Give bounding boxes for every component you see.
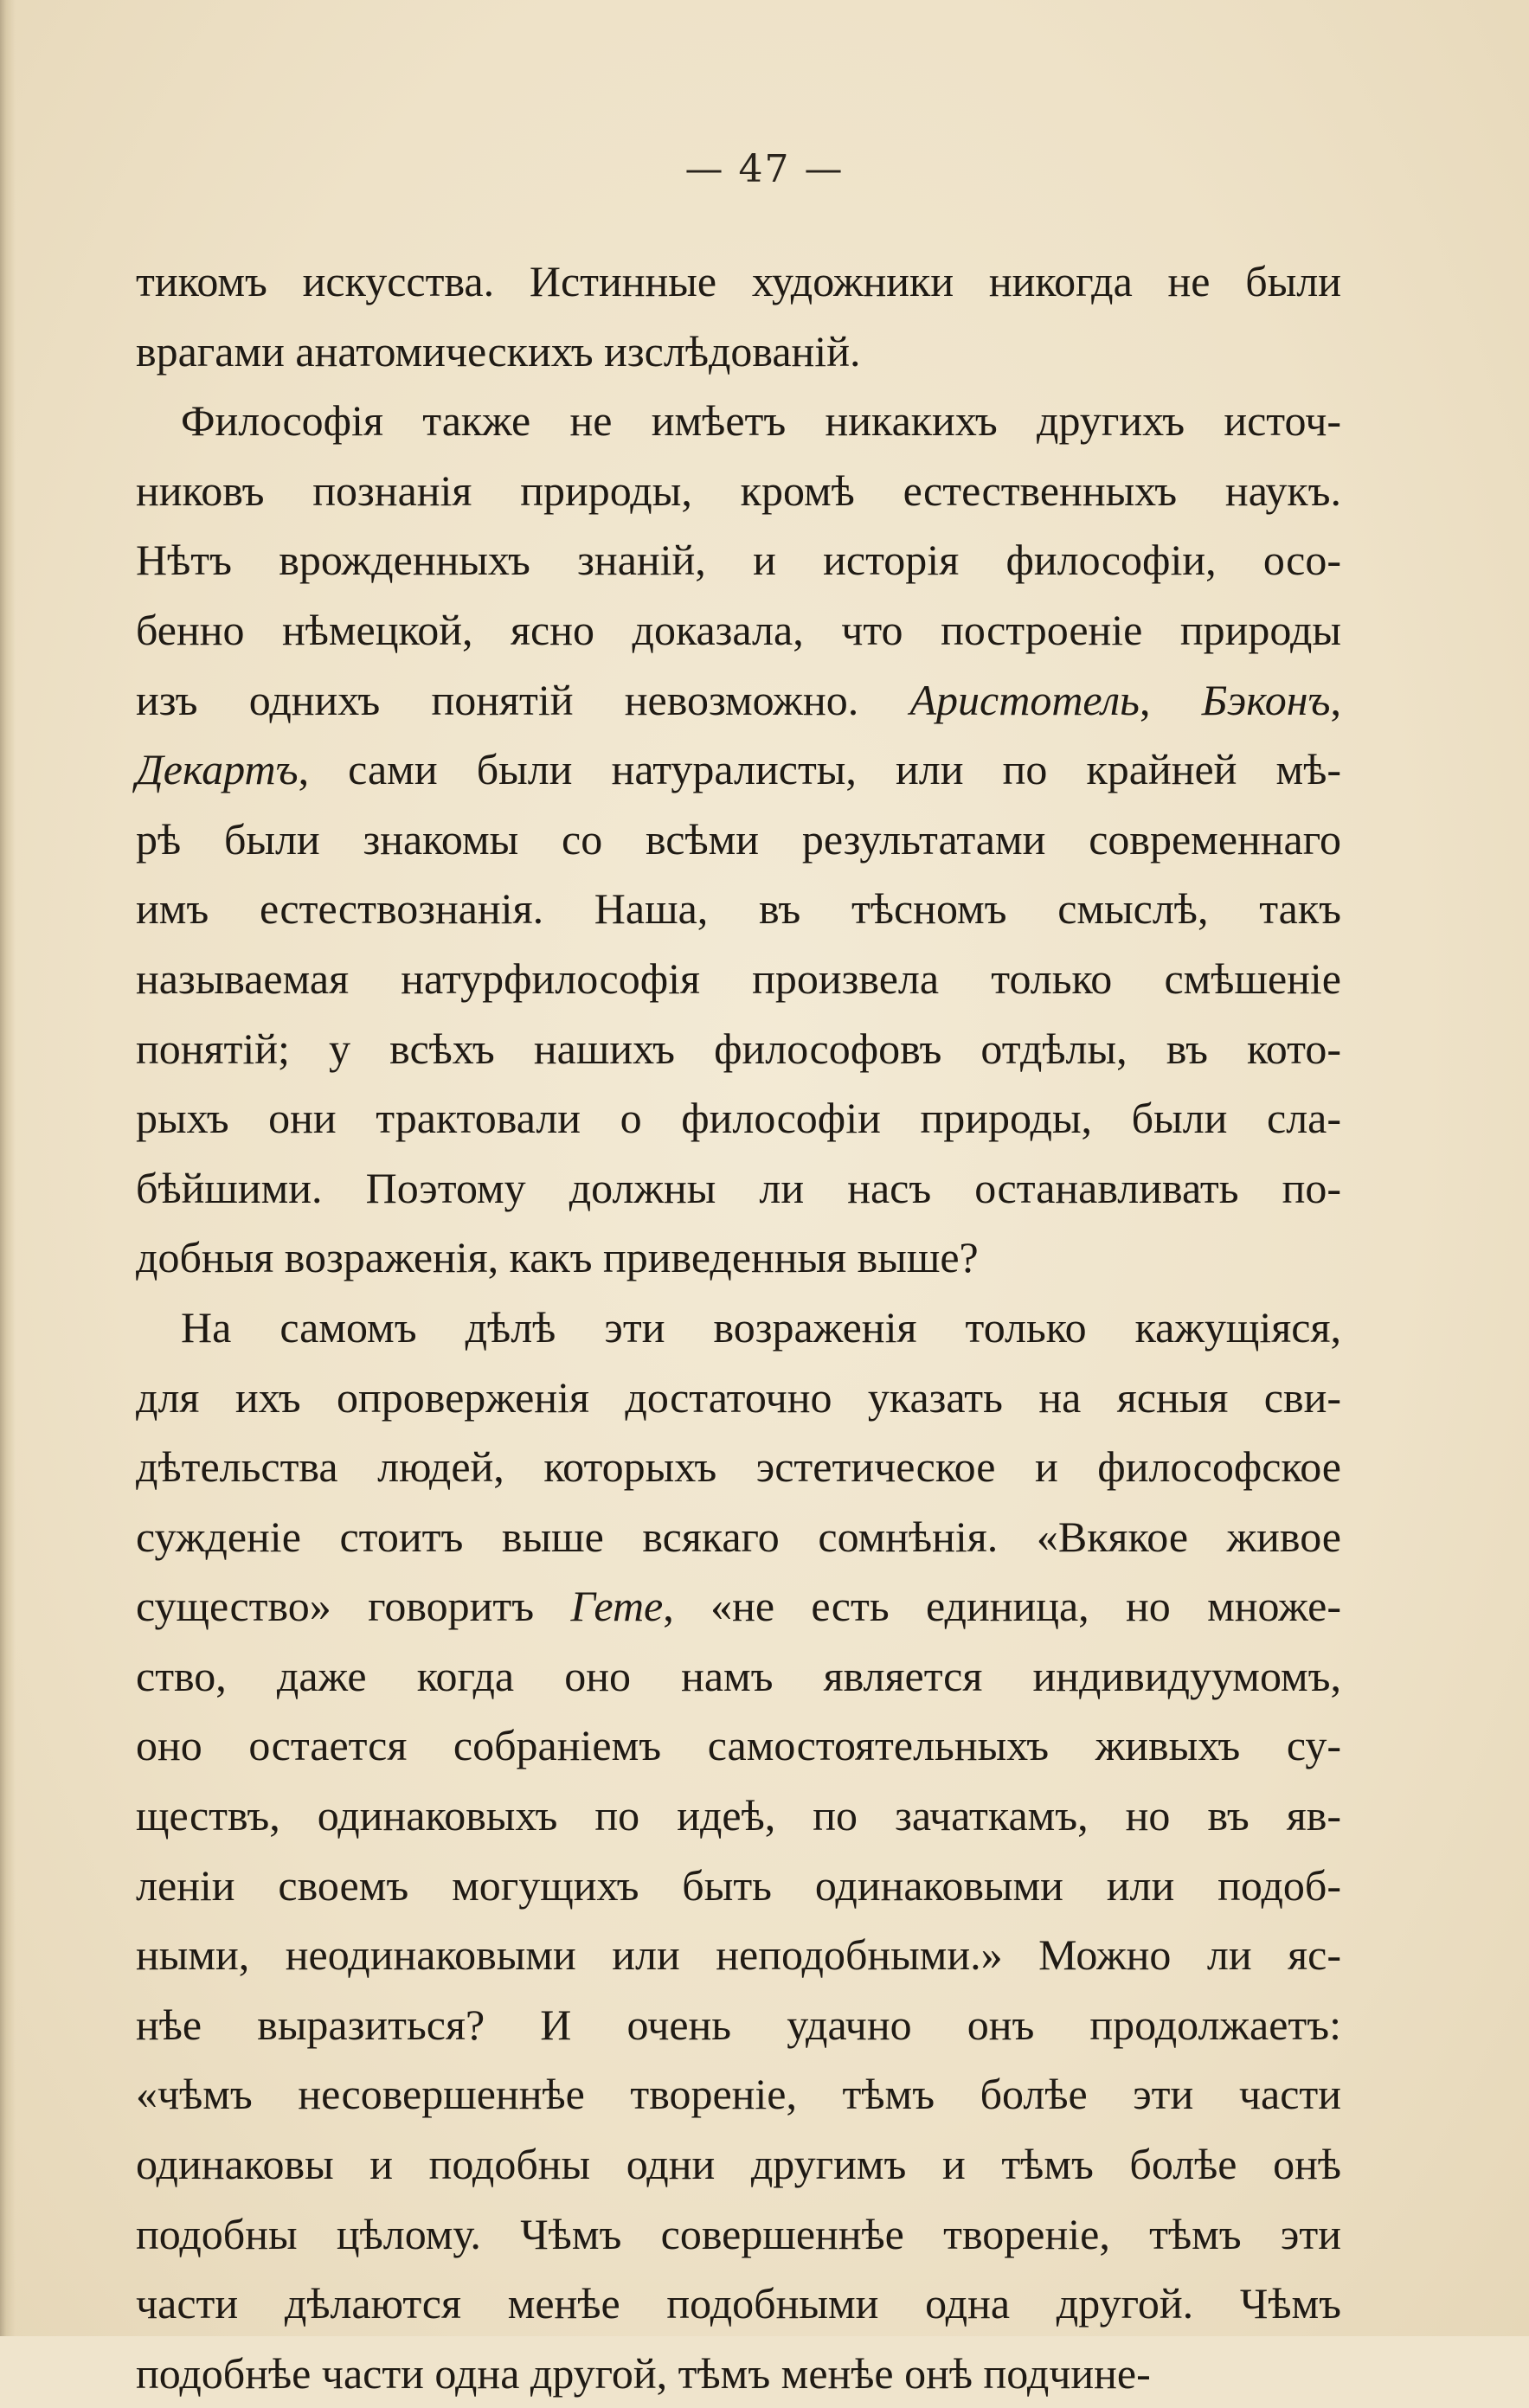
text-line — [136, 1990, 1341, 2060]
text-line — [136, 665, 1341, 735]
text-segment: ство, даже когда оно намъ является индивидуумомъ, — [136, 1651, 1341, 1700]
text-segment: ными, неодинаковыми или неподобными.» Можно ли яс- — [136, 1930, 1341, 1980]
paragraph — [136, 247, 1341, 386]
text-line — [136, 386, 1341, 456]
text-line — [136, 1014, 1341, 1084]
text-segment: рѣ были знакомы со всѣми результатами современнаго — [136, 814, 1341, 864]
text-segment: бенно нѣмецкой, ясно доказала, что построеніе природы — [136, 605, 1341, 654]
text-segment: бѣйшими. Поэтому должны ли насъ останавливать по- — [136, 1163, 1341, 1212]
text-line — [136, 525, 1341, 595]
text-segment: понятій; у всѣхъ нашихъ философовъ отдѣлы, въ кото- — [136, 1024, 1341, 1073]
text-line — [136, 874, 1341, 944]
page-body-text — [136, 247, 1341, 2408]
text-line — [136, 1781, 1341, 1851]
text-segment: существо» говоритъ — [136, 1582, 571, 1631]
text-line — [136, 1641, 1341, 1711]
text-segment: ществъ, одинаковыхъ по идеѣ, по зачаткамъ, но въ яв- — [136, 1791, 1341, 1840]
text-line — [136, 595, 1341, 665]
text-line — [136, 1502, 1341, 1572]
text-segment: называемая натурфилософія произвела только смѣшеніе — [136, 954, 1341, 1003]
text-segment: подобны цѣлому. Чѣмъ совершеннѣе твореніе, тѣмъ эти — [136, 2209, 1341, 2258]
text-line — [136, 735, 1341, 805]
text-segment: добныя возраженія, какъ приведенныя выше? — [136, 1233, 979, 1282]
text-line — [136, 2339, 1341, 2408]
text-segment: для ихъ опроверженія достаточно указать на ясныя сви- — [136, 1372, 1341, 1422]
text-segment: рыхъ они трактовали о философіи природы, были сла- — [136, 1094, 1341, 1143]
text-segment: «чѣмъ несовершеннѣе твореніе, тѣмъ болѣе эти части — [136, 2070, 1341, 2119]
text-segment: сужденіе стоитъ выше всякаго сомнѣнія. «Вкякое живое — [136, 1512, 1341, 1561]
italic-name: Аристотель — [909, 675, 1140, 724]
text-line — [136, 1920, 1341, 1990]
page-number: — 47 — — [684, 147, 845, 191]
page-spine-shadow — [0, 0, 16, 2336]
paragraph — [136, 386, 1341, 1293]
text-line — [136, 1153, 1341, 1223]
text-line — [136, 247, 1341, 317]
text-line — [136, 1293, 1341, 1363]
text-segment: изъ однихъ понятій невозможно. — [136, 675, 910, 724]
text-line — [136, 2059, 1341, 2129]
text-segment: , «не есть единица, но множе- — [663, 1582, 1341, 1631]
text-segment: Нѣтъ врожденныхъ знаній, и исторія философіи, осо- — [136, 536, 1341, 585]
text-line — [136, 1223, 1341, 1293]
text-line — [136, 456, 1341, 526]
text-line — [136, 1571, 1341, 1641]
text-segment: никовъ познанія природы, кромѣ естественныхъ наукъ. — [136, 466, 1341, 515]
paragraph — [136, 1293, 1341, 2408]
text-line — [136, 944, 1341, 1014]
text-segment: , — [1330, 675, 1341, 724]
text-segment: нѣе выразиться? И очень удачно онъ продолжаетъ: — [136, 2000, 1341, 2049]
text-segment: Философія также не имѣетъ никакихъ другихъ источ- — [181, 396, 1341, 446]
text-segment: дѣтельства людей, которыхъ эстетическое и философское — [136, 1442, 1341, 1492]
text-segment: оно остается собраніемъ самостоятельныхъ живыхъ су- — [136, 1721, 1341, 1770]
text-line — [136, 1083, 1341, 1153]
text-segment: На самомъ дѣлѣ эти возраженія только кажущіяся, — [181, 1302, 1341, 1352]
text-line — [136, 1711, 1341, 1781]
text-line — [136, 805, 1341, 875]
text-segment: леніи своемъ могущихъ быть одинаковыми или подоб- — [136, 1860, 1341, 1910]
text-line — [136, 1363, 1341, 1433]
text-segment: тикомъ искусства. Истинные художники никогда не были — [136, 257, 1341, 305]
text-segment: подобнѣе части одна другой, тѣмъ менѣе онѣ подчине- — [136, 2348, 1151, 2398]
text-segment: части дѣлаются менѣе подобными одна другой. Чѣмъ — [136, 2279, 1341, 2328]
text-line — [136, 2269, 1341, 2339]
text-segment: имъ естествознанія. Наша, въ тѣсномъ смыслѣ, такъ — [136, 884, 1341, 934]
text-segment: , сами были натуралисты, или по крайней мѣ- — [298, 745, 1341, 794]
text-segment: , — [1139, 675, 1202, 724]
text-line — [136, 1432, 1341, 1502]
text-segment: одинаковы и подобны одни другимъ и тѣмъ болѣе онѣ — [136, 2140, 1341, 2189]
italic-name: Декартъ — [136, 745, 299, 794]
text-segment: врагами анатомическихъ изслѣдованій. — [136, 326, 861, 376]
text-line — [136, 1851, 1341, 1921]
text-line — [136, 317, 1341, 387]
italic-name: Гете — [570, 1582, 664, 1631]
text-line — [136, 2199, 1341, 2270]
italic-name: Бэконъ — [1201, 675, 1331, 724]
text-line — [136, 2129, 1341, 2199]
